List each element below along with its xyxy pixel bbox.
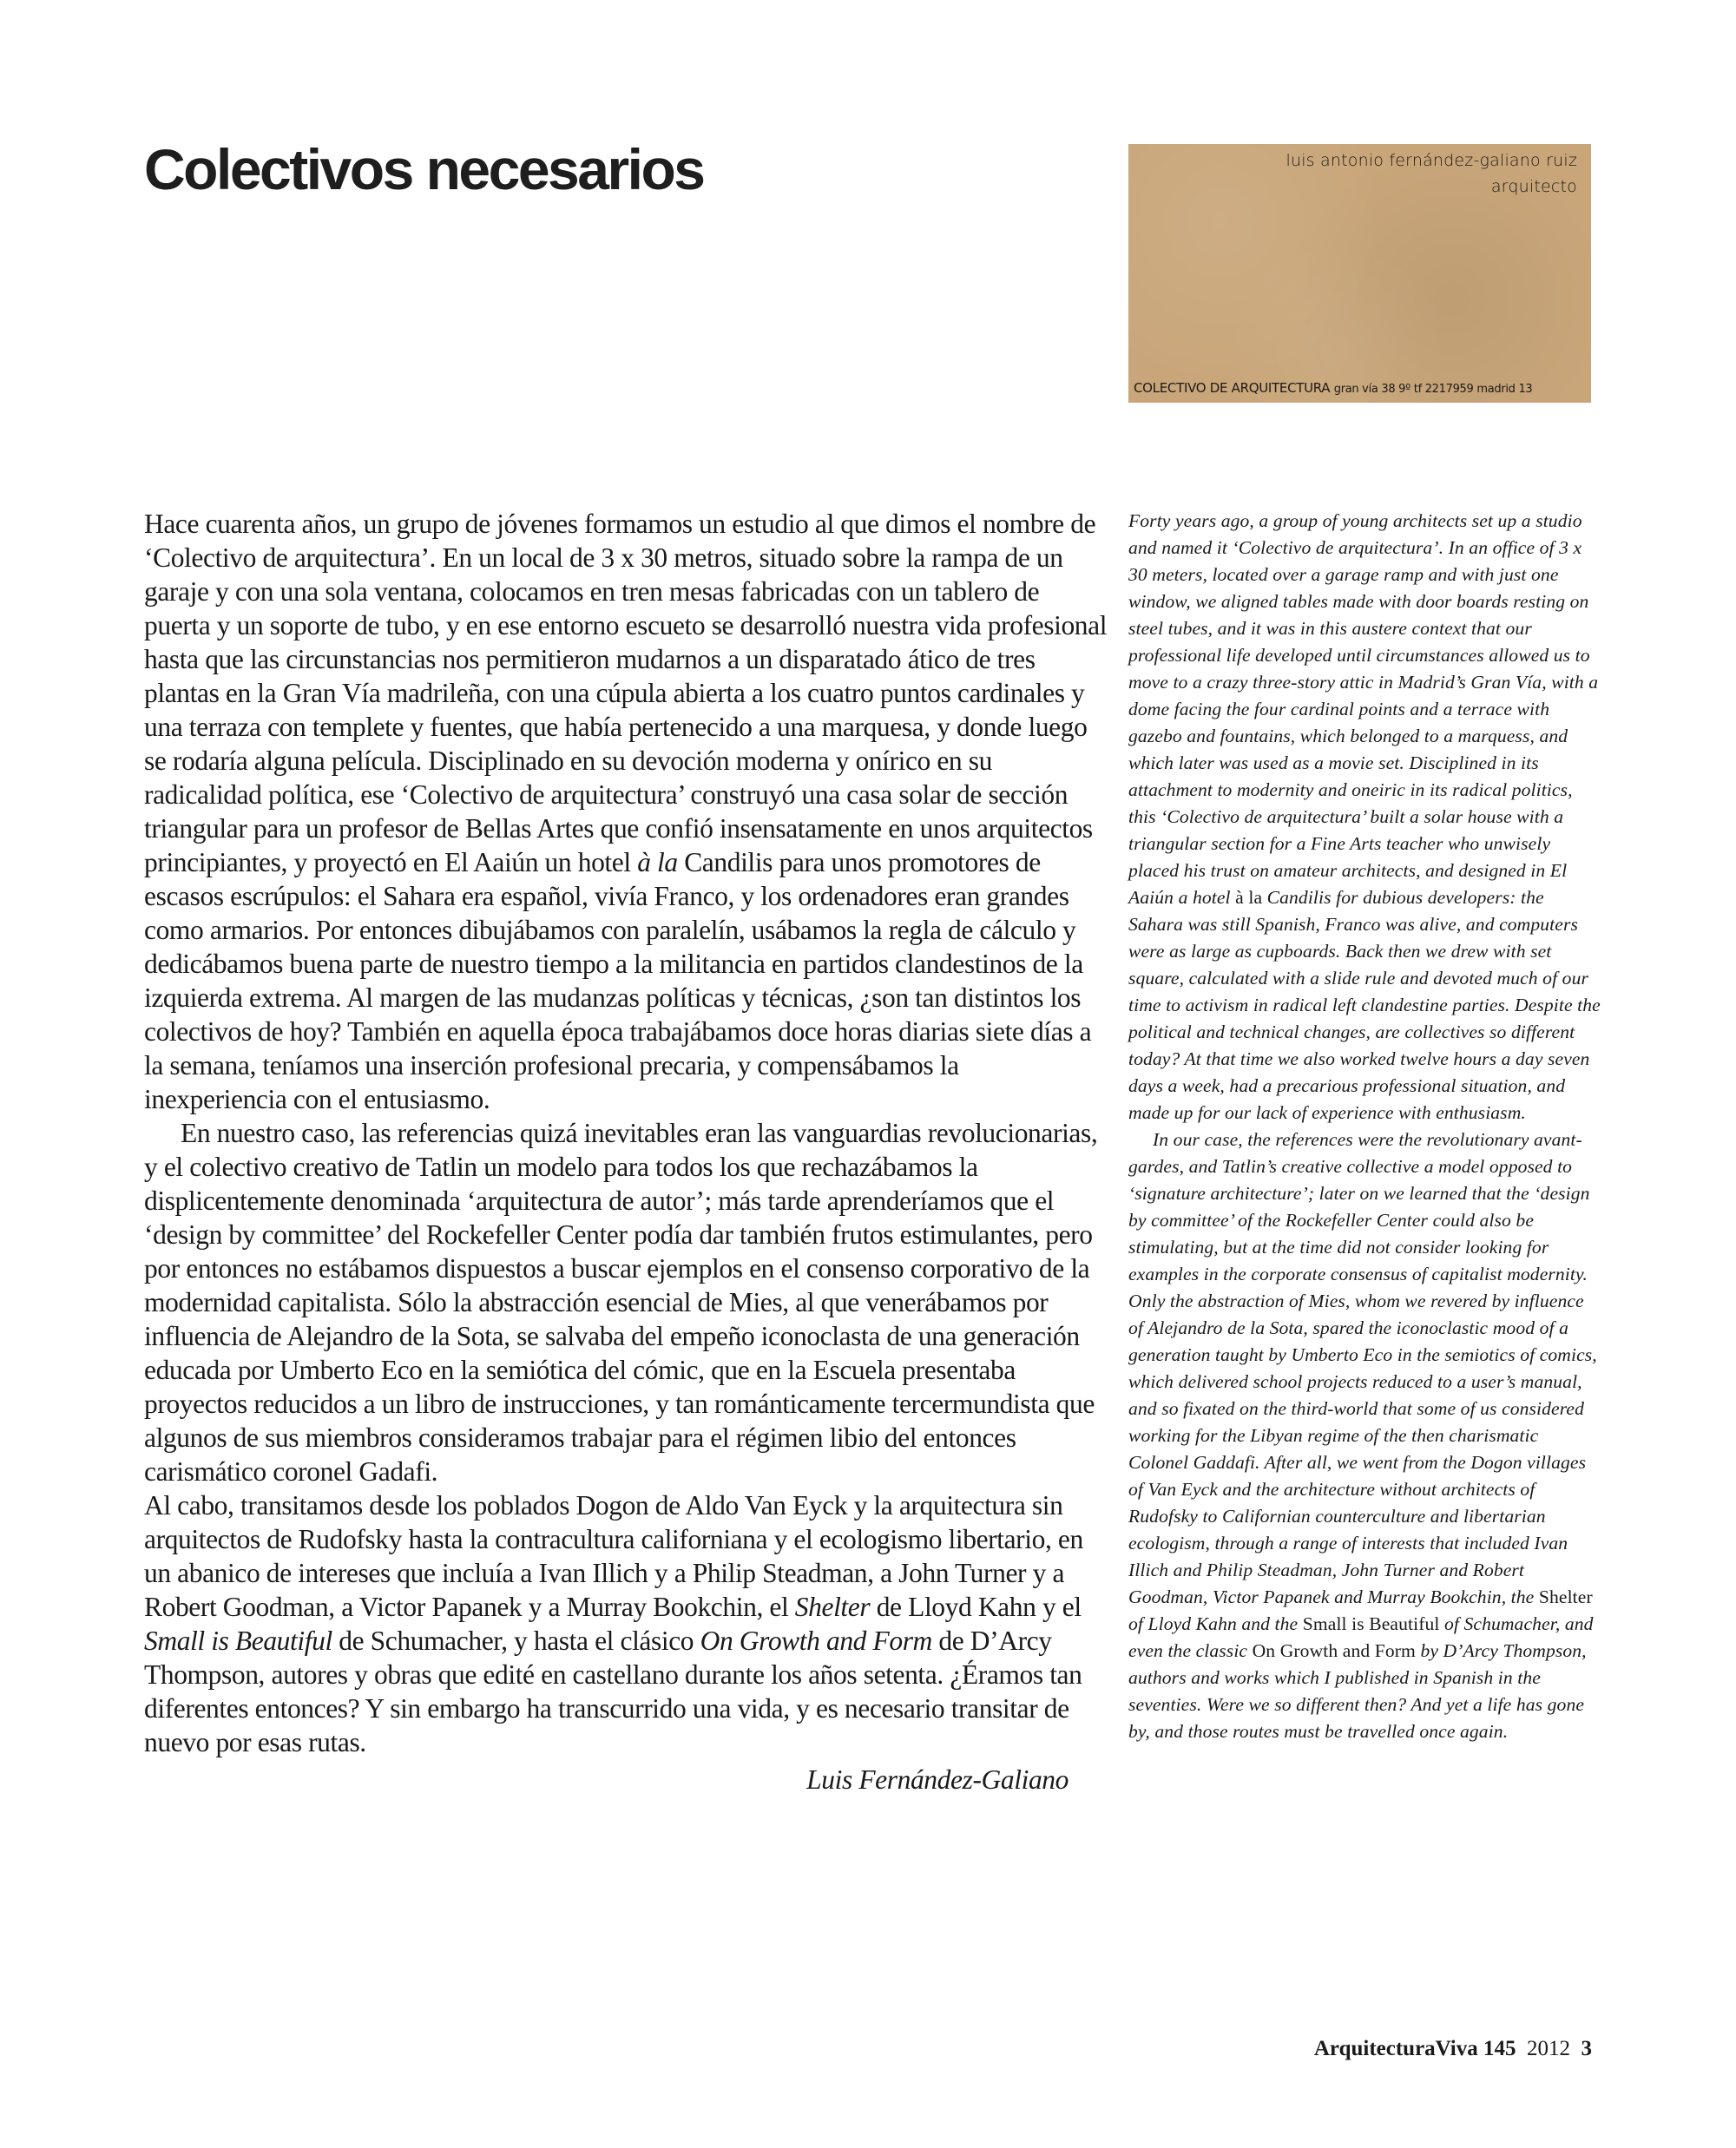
spanish-paragraph-1 [144,507,1108,1116]
card-firm: COLECTIVO DE ARQUITECTURA [1134,380,1331,396]
roman-run: On Growth and Form [1252,1640,1416,1661]
italic-run: Small is Beautiful [144,1626,332,1656]
english-paragraph-2 [1128,1127,1601,1745]
page-footer [1314,2037,1592,2061]
spanish-paragraph-3 [144,1488,1108,1759]
card-person-name: luis antonio fernández-galiano ruiz [1286,151,1577,170]
text-run: de Lloyd Kahn y el [870,1592,1082,1622]
english-translation-column [1128,508,1601,1745]
publication-year: 2012 [1527,2037,1570,2060]
page-title: Colectivos necesarios [144,137,704,201]
roman-run: Small is Beautiful [1302,1613,1440,1634]
text-run: by D’Arcy Thompson, authors and works which I published in Spanish in the seventies. Were we so different then? And yet a life has gone by, and those routes must be travelled once again. [1128,1640,1587,1742]
text-run: of Schumacher, and even the classic [1128,1613,1594,1661]
page-number: 3 [1581,2037,1592,2060]
text-run: Candilis para unos promotores de escasos escrúpulos: el Sahara era español, vivía Franco, y los ordenadores eran grandes como armarios. Por entonces dibujábamos con paralelín, usábamos la regla de cálculo y dedicábamos buena parte de nuestro tiempo a la militancia en partidos clandestinos de la izquierda extrema. Al margen de las mudanzas políticas y técnicas, ¿son tan distintos los colectivos de hoy? También en aquella época trabajábamos doce horas diarias siete días a la semana, teníamos una inserción profesional precaria, y compensábamos la inexperiencia con el entusiasmo. [144,847,1092,1114]
business-card-image [1128,144,1591,403]
card-name-block [1286,148,1577,200]
text-run: de D’Arcy Thompson, autores y obras que edité en castellano durante los años setenta. ¿Éramos tan diferentes entonces? Y sin embargo ha transcurrido una vida, y es necesario transitar de nuevo por esas rutas. [144,1626,1082,1757]
text-run: Candilis for dubious developers: the Sahara was still Spanish, Franco was alive, and computers were as large as cupboards. Back then we drew with set square, calculated with a slide rule and devoted much of our time to activism in radical left clandestine parties. Despite the political and technical changes, are collectives so different today? At that time we also worked twelve hours a day seven days a week, had a precarious professional situation, and made up for our lack of experience with enthusiasm. [1128,887,1601,1123]
card-profession: arquitecto [1490,177,1577,196]
text-run: of Lloyd Kahn and the [1128,1613,1303,1634]
text-run: Al cabo, transitamos desde los poblados Dogon de Aldo Van Eyck y la arquitectura sin arquitectos de Rudofsky hasta la contracultura californiana y el ecologismo libertario, en un abanico de intereses que incluía a Ivan Illich y a Philip Steadman, a John Turner y a Robert Goodman, a Victor Papanek y a Murray Bookchin, el [144,1490,1083,1622]
magazine-name: ArquitecturaViva [1313,2037,1478,2060]
text-run: En nuestro caso, las referencias quizá inevitables eran las vanguardias revolucionarias, y el colectivo creativo de Tatlin un modelo para todos los que rechazábamos la displicentemente denominada ‘arquitectura de autor’; más tarde aprenderíamos que el ‘design by committee’ del Rockefeller Center podía dar también frutos estimulantes, pero por entonces no estábamos dispuestos a buscar ejemplos en el consenso corporativo de la modernidad capitalista. Sólo la abstracción esencial de Mies, al que venerábamos por influencia de Alejandro de la Sota, se salvaba del empeño iconoclasta de una generación educada por Umberto Eco en la semiótica del cómic, que en la Escuela presentaba proyectos reducidos a un libro de instrucciones, y tan románticamente tercermundista que algunos de sus miembros consideramos trabajar para el régimen libio del entonces carismático coronel Gadafi. [144,1118,1098,1487]
card-address: gran vía 38 9º tf 2217959 madrid 13 [1333,383,1533,396]
text-run: Forty years ago, a group of young architects set up a studio and named it ‘Colectivo de arquitectura’. In an office of 3 x 30 meters, located over a garage ramp and with just one window, we aligned tables made with door boards resting on steel tubes, and it was in this austere context that our professional life developed until circumstances allowed us to move to a crazy three-story attic in Madrid’s Gran Vía, with a dome facing the four cardinal points and a terrace with gazebo and fountains, which belonged to a marquess, and which later was used as a movie set. Disciplined in its attachment to modernity and oneiric in its radical politics, this ‘Colectivo de arquitectura’ built a solar house with a triangular section for a Fine Arts teacher who unwisely placed his trust on amateur architects, and designed in El Aaiún a hotel [1128,510,1599,908]
text-run: de Schumacher, y hasta el clásico [332,1626,700,1656]
text-run: In our case, the references were the revolutionary avant-gardes, and Tatlin’s creative collective a model opposed to ‘signature architecture’; later on we learned that the ‘design by committee’ of the Rockefeller Center could also be stimulating, but at the time did not consider looking for examples in the corporate consensus of capitalist modernity. Only the abstraction of Mies, whom we revered by influence of Alejandro de la Sota, spared the iconoclastic mood of a generation taught by Umberto Eco in the semiotics of comics, which delivered school projects reduced to a user’s manual, and so fixated on the third-world that some of us considered working for the Libyan regime of the then charismatic Colonel Gaddafi. After all, we went from the Dogon villages of Van Eyck and the architecture without architects of Rudofsky to Californian counterculture and libertarian ecologism, through a range of interests that included Ivan Illich and Philip Steadman, John Turner and Robert Goodman, Victor Papanek and Murray Bookchin, the [1128,1129,1597,1607]
card-footer [1134,380,1532,396]
italic-run: On Growth and Form [700,1626,932,1656]
issue-number: 145 [1483,2037,1516,2060]
spanish-article-column [144,507,1108,1797]
text-run: Hace cuarenta años, un grupo de jóvenes formamos un estudio al que dimos el nombre de ‘Colectivo de arquitectura’. En un local de 3 x 30 metros, situado sobre la rampa de un garaje y con una sola ventana, colocamos en tren mesas fabricadas con un tablero de puerta y un soporte de tubo, y en ese entorno escueto se desarrolló nuestra vida profesional hasta que las circunstancias nos permitieron mudarnos a un disparatado ático de tres plantas en la Gran Vía madrileña, con una cúpula abierta a los cuatro puntos cardinales y una terraza con templete y fuentes, que había pertenecido a una marquesa, y donde luego se rodaría alguna película. Disciplinado en su devoción moderna y onírico en su radicalidad política, ese ‘Colectivo de arquitectura’ construyó una casa solar de sección triangular para un profesor de Bellas Artes que confió insensatamente en unos arquitectos principiantes, y proyectó en El Aaiún un hotel [144,509,1108,877]
italic-run: Shelter [794,1592,871,1622]
roman-run: Shelter [1538,1586,1593,1607]
english-paragraph-1 [1128,508,1601,1127]
spanish-paragraph-2 [144,1116,1108,1488]
roman-run: à la [1235,887,1263,908]
italic-run: à la [637,847,678,877]
author-signature: Luis Fernández-Galiano [806,1764,1069,1795]
